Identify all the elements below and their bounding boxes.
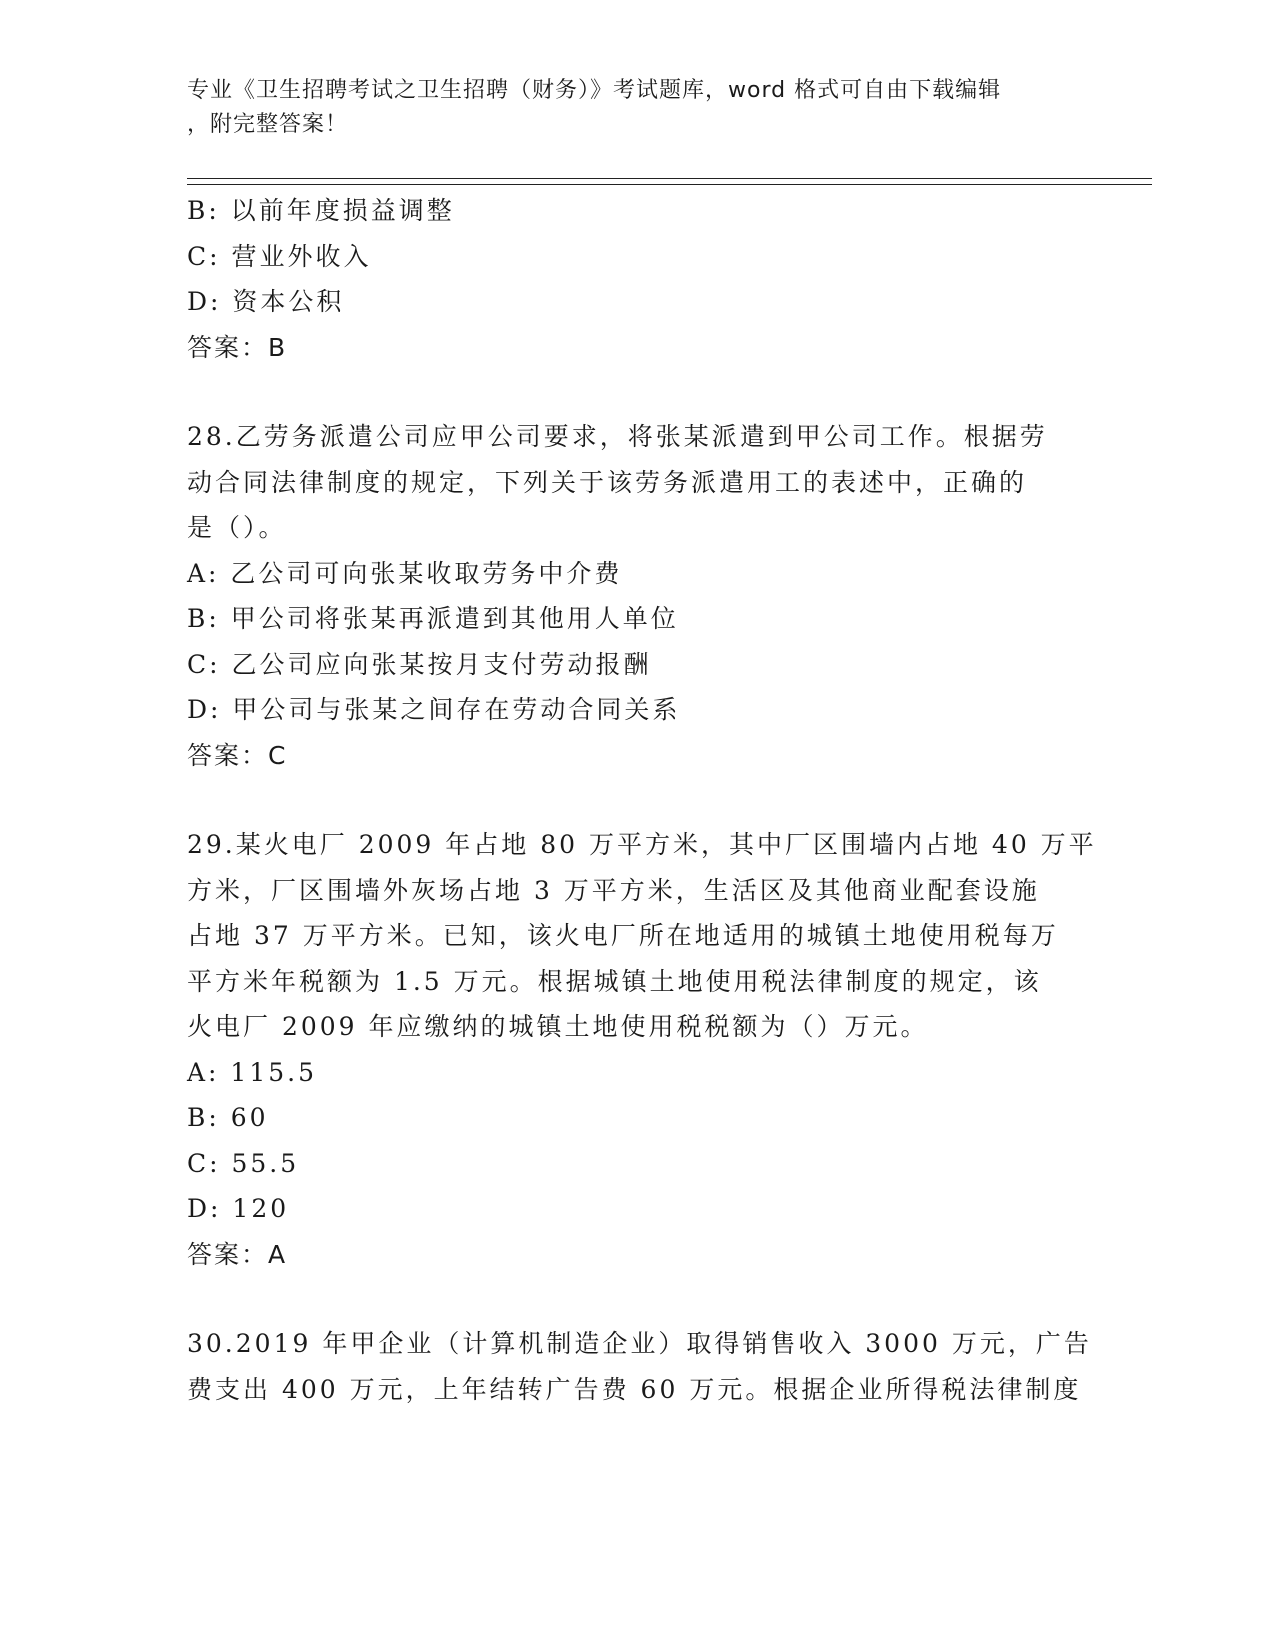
option-c: C: 乙公司应向张某按月支付劳动报酬 xyxy=(187,649,652,679)
question-stem-line: 占地 37 万平方米。已知，该火电厂所在地适用的城镇土地使用税每万 xyxy=(187,921,1059,950)
option-b: B: 甲公司将张某再派遣到其他用人单位 xyxy=(187,604,679,633)
question-stem-line: 是（）。 xyxy=(187,513,287,542)
question-stem-line: 平方米年税额为 1.5 万元。根据城镇土地使用税法律制度的规定，该 xyxy=(187,966,1042,996)
answer: 答案：A xyxy=(187,1239,288,1269)
spacer xyxy=(187,370,1077,414)
question-stem-line: 火电厂 2009 年应缴纳的城镇土地使用税税额为（）万元。 xyxy=(187,1012,929,1041)
spacer xyxy=(187,1277,1077,1321)
question-27 xyxy=(187,188,1077,370)
option-a: A: 115.5 xyxy=(187,1057,317,1087)
question-stem-line: 费支出 400 万元，上年结转广告费 60 万元。根据企业所得税法律制度 xyxy=(187,1374,1082,1404)
option-d: D: 资本公积 xyxy=(187,287,345,316)
question-28 xyxy=(187,414,1077,778)
question-stem-line: 29.某火电厂 2009 年占地 80 万平方米，其中厂区围墙内占地 40 万平 xyxy=(187,830,1097,859)
option-a: A: 乙公司可向张某收取劳务中介费 xyxy=(187,558,623,588)
option-b: B: 以前年度损益调整 xyxy=(187,196,455,225)
header-line-1: 专业《卫生招聘考试之卫生招聘（财务）》考试题库，word 格式可自由下载编辑 xyxy=(187,78,1002,103)
question-29 xyxy=(187,822,1097,1277)
option-d: D: 甲公司与张某之间存在劳动合同关系 xyxy=(187,695,681,724)
question-30 xyxy=(187,1321,1092,1412)
option-d: D: 120 xyxy=(187,1194,290,1223)
answer: 答案：C xyxy=(187,740,288,770)
option-c: C: 55.5 xyxy=(187,1148,300,1178)
header-divider-top xyxy=(187,178,1152,179)
option-b: B: 60 xyxy=(187,1103,269,1132)
question-stem-line: 方米，厂区围墙外灰场占地 3 万平方米，生活区及其他商业配套设施 xyxy=(187,875,1040,905)
header-divider-bottom xyxy=(187,184,1152,185)
question-content xyxy=(187,188,1097,1412)
spacer xyxy=(187,778,1077,822)
question-stem-line: 28.乙劳务派遣公司应甲公司要求，将张某派遣到甲公司工作。根据劳 xyxy=(187,422,1048,451)
header-line-2: ，附完整答案！ xyxy=(187,112,349,137)
question-stem-line: 30.2019 年甲企业（计算机制造企业）取得销售收入 3000 万元，广告 xyxy=(187,1329,1092,1358)
answer: 答案：B xyxy=(187,332,288,362)
question-stem-line: 动合同法律制度的规定，下列关于该劳务派遣用工的表述中，正确的 xyxy=(187,467,1028,497)
document-header xyxy=(187,74,1087,142)
option-c: C: 营业外收入 xyxy=(187,241,372,271)
